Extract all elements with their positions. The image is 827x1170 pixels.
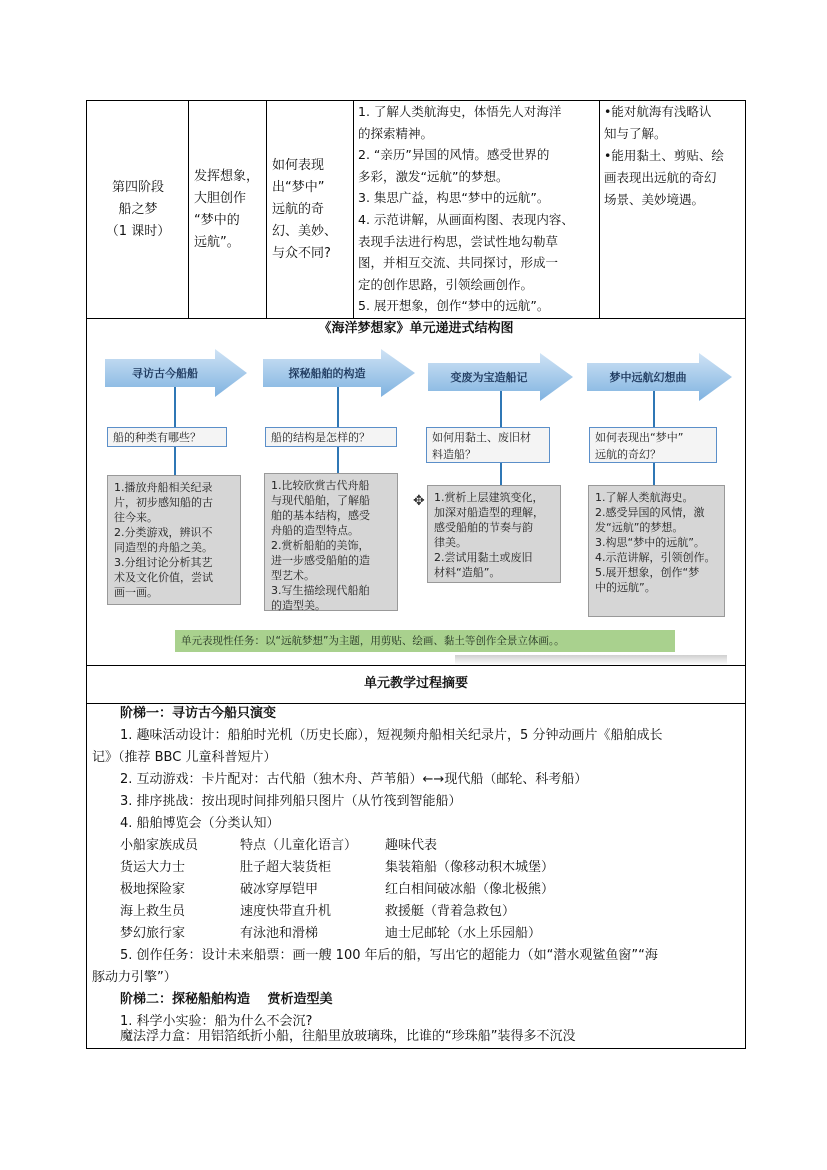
arrow-label: 探秘船舶的构造: [288, 367, 366, 380]
question-box: [589, 427, 717, 463]
question-line: 如何表现: [272, 158, 325, 173]
question-box-line: 船的种类有哪些？: [113, 431, 201, 444]
activity-line: 4. 示范讲解，从画面构图、表现内容、: [358, 211, 574, 227]
stage-line: （1 课时）: [105, 224, 171, 239]
diagram-title: 《海洋梦想家》单元递进式结构图: [318, 321, 514, 336]
question-box: [426, 427, 550, 463]
step1-item5-cont: 豚动力引擎”）: [92, 970, 177, 985]
table-cell: 小船家族成员: [120, 838, 199, 853]
question-cell: [272, 155, 354, 265]
section-title: 单元教学过程摘要: [363, 676, 468, 691]
table-cell: 梦幻旅行家: [120, 926, 186, 941]
step1-item4: 4. 船舶博览会（分类认知）: [120, 816, 280, 831]
table-col-divider: [188, 100, 189, 318]
goal-line: 大胆创作: [194, 191, 247, 206]
table-cell: 极地探险家: [120, 882, 186, 897]
task-banner: 单元表现性任务：以“远航梦想”为主题，用剪贴、绘画、黏土等创作全景立体画。。: [175, 630, 675, 652]
shadow-bar: [455, 655, 727, 665]
arrow-shape: [587, 353, 732, 401]
question-box: [107, 427, 227, 447]
connector-line: [500, 463, 502, 485]
question-line: 远航的奇: [272, 202, 325, 217]
move-cursor-icon: ✥: [413, 493, 425, 509]
connector-line: [500, 391, 502, 427]
question-box-line: 远航的奇幻？: [595, 448, 661, 461]
activity-line: 5. 展开想象，创作“梦中的远航”。: [358, 298, 550, 314]
table-border-right: [745, 100, 746, 1048]
activity-line: 的探索精神。: [358, 125, 434, 141]
connector-line: [653, 463, 655, 485]
activities-cell: [358, 101, 598, 317]
step1-item2: 2. 互动游戏：卡片配对：古代船（独木舟、芦苇船）←→现代船（邮轮、科考船）: [120, 772, 588, 787]
structure-diagram: [95, 339, 740, 665]
activity-box: 1.比较欣赏古代舟船 与现代船舶，了解船 舶的基本结构，感受 舟船的造型特点。 2.赏析船舶的美饰， 进一步感受船舶的造 型艺术。 3.写生描绘现代船舶 的造型美。: [264, 473, 398, 611]
step2-heading: 阶梯二：探秘船舶构造 赏析造型美: [120, 992, 333, 1007]
question-line: 出“梦中”: [272, 180, 325, 195]
activity-line: 1. 了解人类航海史，体悟先人对海洋: [358, 104, 562, 119]
activity-line: 多彩，激发“远航”的梦想。: [358, 168, 509, 184]
step2-item2: 魔法浮力盒：用铝箔纸折小船，往船里放玻璃珠，比谁的“珍珠船”装得多不沉没: [120, 1029, 576, 1044]
table-cell: 有泳池和滑梯: [240, 926, 319, 941]
table-cell: 海上救生员: [120, 904, 186, 919]
activity-line: 定的创作思路，引领绘画创作。: [358, 276, 534, 292]
table-border-bottom: [86, 1048, 746, 1049]
arrow-label: 梦中远航幻想曲: [609, 371, 687, 384]
table-cell: 肚子超大装货柜: [240, 860, 332, 875]
connector-line: [174, 387, 176, 427]
stage-line: 船之梦: [118, 202, 158, 217]
table-cell: 集装箱船（像移动积木城堡）: [385, 860, 555, 875]
evaluation-line: 知与了解。: [604, 126, 667, 141]
question-line: 与众不同?: [272, 246, 331, 261]
connector-line: [174, 447, 176, 477]
question-box: [265, 427, 397, 447]
activity-box: 1.赏析上层建筑变化， 加深对船造型的理解， 感受船舶的节奏与韵 律美。 2.尝试用黏土或废旧 材料“造船”。: [427, 485, 561, 583]
arrow-shape: [105, 349, 247, 397]
goal-line: “梦中的: [194, 213, 240, 228]
activity-line: 2. “亲历”异国的风情。感受世界的: [358, 147, 550, 163]
arrow-shape: [263, 349, 415, 397]
table-cell: 破冰穿厚铠甲: [240, 882, 319, 897]
step1-heading: 阶梯一：寻访古今船只演变: [120, 706, 277, 721]
question-box-line: 料造船？: [432, 448, 476, 461]
step1-item5: 5. 创作任务：设计未来船票：画一艘 100 年后的船，写出它的超能力（如“潜水观鲨鱼窗”“海: [120, 948, 658, 963]
table-cell: 特点（儿童化语言）: [240, 838, 358, 853]
table-cell: 迪士尼邮轮（水上乐园船）: [385, 926, 542, 941]
activity-line: 3. 集思广益，构思“梦中的远航”。: [358, 190, 550, 206]
table-cell: 速度快带直升机: [240, 904, 332, 919]
table-col-divider: [599, 100, 600, 318]
arrow-label: 变废为宝造船记: [450, 371, 528, 384]
table-divider: [86, 665, 746, 666]
connector-line: [337, 387, 339, 427]
activity-box: 1.了解人类航海史。 2.感受异国的风情，激 发“远航”的梦想。 3.构思“梦中的远航”。 4.示范讲解，引领创作。 5.展开想象，创作“梦 中的远航”。: [588, 485, 725, 617]
question-box-line: 船的结构是怎样的？: [271, 431, 370, 444]
table-border-left: [86, 100, 87, 1048]
table-cell: 救援艇（背着急救包）: [385, 904, 516, 919]
step2-item1: 1. 科学小实验：船为什么不会沉?: [120, 1014, 313, 1029]
evaluation-cell: [604, 101, 744, 211]
arrow-label: 寻访古今船船: [132, 367, 198, 380]
question-box-line: 如何用黏土、废旧材: [432, 431, 531, 444]
step1-item3: 3. 排序挑战：按出现时间排列船只图片（从竹筏到智能船）: [120, 794, 462, 809]
question-line: 幻、美妙、: [272, 224, 338, 239]
activity-line: 图，并相互交流、共同探讨，形成一: [358, 255, 559, 271]
goal-cell: [194, 166, 266, 254]
evaluation-line: •能用黏土、剪贴、绘: [604, 148, 724, 163]
question-box-line: 如何表现出“梦中”: [595, 431, 684, 444]
evaluation-line: 画表现出远航的奇幻: [604, 170, 717, 185]
activity-line: 表现手法进行构思，尝试性地勾勒草: [358, 233, 559, 249]
connector-line: [653, 391, 655, 427]
step1-item1: 1. 趣味活动设计：船舶时光机（历史长廊），短视频舟船相关纪录片，5 分钟动画片《船舶成长: [120, 728, 663, 743]
table-col-divider: [266, 100, 267, 318]
goal-line: 远航”。: [194, 235, 240, 250]
activity-box: 1.播放舟船相关纪录 片，初步感知船的古 往今来。 2.分类游戏，辨识不 同造型的舟船之美。 3.分组讨论分析其艺 术及文化价值，尝试 画一画。: [107, 475, 241, 605]
step1-item1-cont: 记》（推荐 BBC 儿童科普短片）: [92, 750, 277, 765]
goal-line: 发挥想象，: [194, 169, 260, 184]
table-cell: 趣味代表: [385, 838, 438, 853]
evaluation-line: 场景、美妙境遇。: [604, 192, 705, 207]
table-cell: 货运大力士: [120, 860, 186, 875]
evaluation-line: •能对航海有浅略认: [604, 104, 712, 119]
table-cell: 红白相间破冰船（像北极熊）: [385, 882, 555, 897]
stage-line: 第四阶段: [111, 180, 164, 195]
stage-cell: [88, 177, 188, 243]
